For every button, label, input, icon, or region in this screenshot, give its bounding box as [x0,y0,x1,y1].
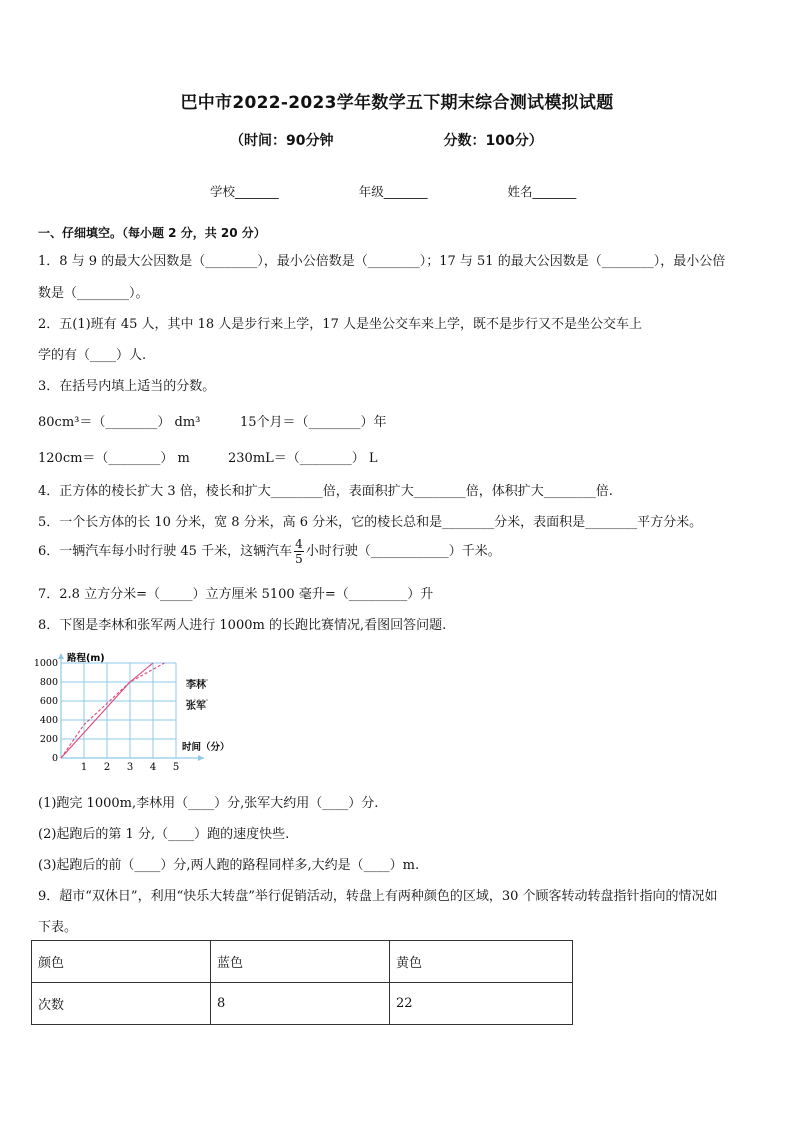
section-heading: 一、仔细填空。（每小题 2 分，共 20 分） [38,226,266,240]
y-tick-label: 1000 [33,658,58,669]
table-cell: 8 [211,983,390,1025]
question-6 [38,537,501,566]
question-6-text-b: 小时行驶（____________）千米。 [305,544,501,559]
question-3c: 120cm＝（________） m [38,451,190,466]
y-tick-label: 600 [39,696,58,707]
question-3a: 80cm³＝（________） dm³ [38,415,201,430]
x-tick-label: 4 [149,762,157,773]
legend-label-lilin: 李林 [186,680,206,691]
question-9-line-1: 9．超市“双休日”，利用“快乐大转盘”举行促销活动，转盘上有两种颜色的区域，30 个顾客转动转盘指针指向的情况如 [38,889,718,904]
x-axis-title: 时间（分） [182,742,230,753]
time-label: （时间：90分钟 [230,133,334,149]
y-axis-title: 路程(m) [67,653,105,664]
page-title: 巴中市2022-2023学年数学五下期末综合测试模拟试题 [180,93,614,113]
table-row [32,941,573,983]
student-info [210,182,576,200]
x-axis-arrow [198,755,204,761]
question-4: 4．正方体的棱长扩大 3 倍，棱长和扩大________倍，表面积扩大________倍，体积扩大________倍. [38,484,613,499]
question-8-1: (1)跑完 1000m,李林用（____）分,张军大约用（____）分. [38,796,379,811]
school-field[interactable]: 学校_______ [210,184,279,199]
table-header-cell: 蓝色 [211,941,390,983]
question-6-text-a: 6．一辆汽车每小时行驶 45 千米，这辆汽车 [38,544,293,559]
legend-label-zhangjun: 张军 [186,701,206,712]
grade-field[interactable]: 年级_______ [358,184,428,199]
x-tick-label: 2 [103,762,111,773]
series-line-zhangjun [61,663,165,758]
table-cell: 次数 [32,983,211,1025]
question-5: 5．一个长方体的长 10 分米，宽 8 分米，高 6 分米，它的棱长总和是________分米，表面积是________平方分米。 [38,515,703,530]
table-row [32,983,573,1025]
question-1-line-1: 1．8 与 9 的最大公因数是（________），最小公倍数是（________）；17 与 51 的最大公因数是（________），最小公倍 [38,254,726,269]
table-header-cell: 颜色 [32,941,211,983]
question-3d: 230mL＝（________） L [228,451,378,466]
color-count-table [31,940,573,1025]
exam-meta [230,130,543,150]
question-7: 7．2.8 立方分米=（_____）立方厘米 5100 毫升=（_________）升 [38,587,434,602]
y-tick-label: 0 [51,753,58,764]
fraction-denominator: 5 [295,552,303,566]
y-tick-label: 800 [39,677,58,688]
table-cell: 22 [390,983,573,1025]
question-2-line-2: 学的有（____）人. [38,348,147,363]
y-tick-label: 400 [39,715,58,726]
question-1-line-2: 数是（________）。 [38,286,149,301]
fraction-numerator: 4 [295,537,303,551]
x-tick-label: 3 [126,762,134,773]
score-label: 分数：100分） [443,133,543,149]
question-3b: 15个月＝（________）年 [240,415,387,430]
question-3: 3．在括号内填上适当的分数。 [38,379,216,394]
name-field[interactable]: 姓名_______ [507,184,577,199]
y-axis-arrow [58,653,64,659]
x-tick-label: 1 [80,762,88,773]
question-9-line-2: 下表。 [38,920,78,935]
table-header-cell: 黄色 [390,941,573,983]
question-8: 8．下图是李林和张军两人进行 1000m 的长跑比赛情况,看图回答问题. [38,618,447,633]
y-tick-label: 200 [39,734,58,745]
question-2-line-1: 2．五(1)班有 45 人，其中 18 人是步行来上学，17 人是坐公交车来上学，既不是步行又不是坐公交车上 [38,317,642,332]
x-tick-label: 5 [172,762,180,773]
fraction [294,537,304,566]
question-8-3: (3)起跑后的前（____）分,两人跑的路程同样多,大约是（____）m. [38,858,420,873]
question-8-2: (2)起跑后的第 1 分,（____）跑的速度快些. [38,827,290,842]
